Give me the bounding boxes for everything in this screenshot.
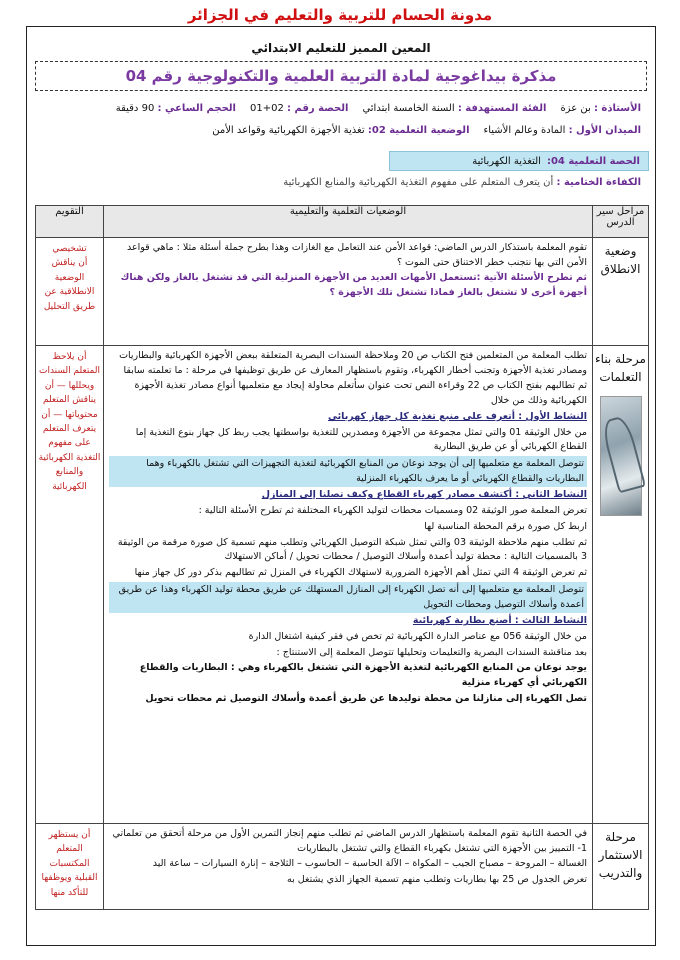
build-p9: بعد مناقشة السندات البصرية والتعليمات وتحليلها تتوصل المعلمة إلى الاستنتاج : xyxy=(276,646,587,658)
table-header-row xyxy=(36,206,649,238)
duration-value: 90 دقيقة xyxy=(115,103,155,114)
memo-title: مذكرة بيداغوجية لمادة التربية العلمية والتكنولوجية رقم 04 xyxy=(125,67,557,85)
eval-build: أن يلاحظ المتعلم السندات ويحللها — أن يناقش المتعلم محتوياتها — أن يتعرف المتعلم على مفهوم التغذية الكهربائية والمنابع الكهربائية xyxy=(36,346,104,824)
content-launch xyxy=(104,238,593,346)
field-label: الميدان الأول : xyxy=(568,125,641,136)
header-content: الوضعيات التعلمية والتعليمية xyxy=(104,206,593,238)
session-label: الحصة رقم : xyxy=(287,103,349,114)
launch-line-1: تقوم المعلمة باستذكار الدرس الماضي: قواعد الأمن عند التعامل مع الغازات وهذا بطرح جملة أسئلة مثلا : ماهي قواعد الأمن التي بها نتجنب خطر الاختناق حتى الموت ؟ xyxy=(126,242,587,268)
info-line-1 xyxy=(41,103,641,114)
situation-label: الوضعية التعلمية 02: xyxy=(367,125,470,136)
session-bar-label: الحصة التعلمية 04: xyxy=(546,155,640,167)
build-p5: اربط كل صورة برقم المحطة المناسبة لها xyxy=(424,520,587,532)
field-value: المادة وعالم الأشياء xyxy=(483,125,566,136)
class-value: السنة الخامسة ابتدائي xyxy=(362,103,455,114)
header-eval: التقويم xyxy=(36,206,104,238)
class-label: الفئة المستهدفة : xyxy=(457,103,547,114)
table-row-build xyxy=(36,346,649,824)
blog-title: مدونة الحسام للتربية والتعليم في الجزائر xyxy=(187,6,493,24)
build-p4: تعرض المعلمة صور الوثيقة 02 ومسميات محطات لتوليد الكهرباء المختلفة ثم تطرح الأسئلة التالية : xyxy=(198,505,587,517)
memo-title-box xyxy=(35,61,647,91)
activity-1-title: النشاط الأول : أتعرف على منبع تغذية كل جهاز كهربائي xyxy=(327,410,587,422)
final-competence xyxy=(41,177,641,188)
memo-frame xyxy=(26,26,656,946)
activity-2-title: النشاط الثاني : أكتشف مصادر كهرباء القطاع وكيف تصلنا إلى المنازل xyxy=(261,489,587,501)
build-p8: من خلال الوثيقة 056 مع عناصر الدارة الكهربائية ثم تخص في فقر كيفية اشتغال الدارة xyxy=(248,630,587,642)
eval-launch-text: أن يناقش الوضعية الانطلاقية عن طريق التحليل xyxy=(43,258,96,312)
conclusion-1: يوجد نوعان من المنابع الكهربائية لتغذية الأجهزة التي تشتغل بالكهرباء وهي : البطاريات والقطاع الكهربائي أي كهرباء منزلية xyxy=(139,662,587,689)
build-p3: من خلال الوثيقة 01 والتي تمثل مجموعة من الأجهزة ومصدرين للتغذية بواسطتها يجب ربط كل جهاز بنوع التغذية إما القطاع الكهربائي أو عن طريق البطارية xyxy=(135,426,587,453)
launch-line-2: ثم تطرح الأسئلة الآتية :تستعمل الأمهات العديد من الأجهزة المنزلية التي قد تشتغل بالغاز ولكن هناك أجهزة أخرى لا تشتغل بالغاز فماذا تشتغل تلك الأجهزة ؟ xyxy=(120,272,587,299)
session-bar-value: التغذية الكهربائية xyxy=(472,155,541,167)
lesson-illustration xyxy=(600,396,642,516)
content-practice xyxy=(104,824,593,910)
header-stage: مراحل سير الدرس xyxy=(593,206,649,238)
stage-practice: مرحلة الاستثمار والتدريب xyxy=(593,824,649,910)
eval-launch xyxy=(36,238,104,346)
practice-line-2: الغسالة – المروحة – مصباح الجيب – المكواة – الآلة الحاسبة – الحاسوب – الثلاجة – إنارة السيارات – ساعة اليد xyxy=(152,858,587,870)
practice-line-3: تعرض الجدول ص 25 بها بطاريات وتطلب منهم تسمية الجهاز الذي يشتغل به xyxy=(287,874,587,886)
build-p7: ثم تعرض الوثيقة 4 التي تمثل أهم الأجهزة الضرورية لاستهلاك الكهرباء في المنزل ثم تطالبهم بذكر دور كل جهاز منها xyxy=(134,567,587,579)
stage-build-label: مرحلة بناء التعلمات xyxy=(595,352,646,384)
build-p2: ثم تطالبهم بفتح الكتاب ص 22 وقراءة النص تحت عنوان سأتعلم محاولة إيجاد مع متعلميها أنواع مصادر تغذية الأجهزة الكهربائية وذلك من خلال xyxy=(134,380,587,407)
school-heading: المعين المميز للتعليم الابتدائي xyxy=(251,41,431,55)
teacher-label: الأستاذة : xyxy=(593,103,641,114)
build-p1: تطلب المعلمة من المتعلمين فتح الكتاب ص 20 وملاحظة السندات البصرية المتعلقة ببعض الأجهزة الكهربائية والبطاريات ومصادر تغذية الأجهزة وتجنب أخطار الكهرباء، وتقوم باستظهار المعارف عن طريق توظيفها في مرحلة : ما تعلمته سابقا xyxy=(119,350,587,376)
build-highlight-1: تتوصل المعلمة مع متعلميها إلى أن يوجد نوعان من المنابع الكهربائية لتغذية التجهيزات التي تشتغل بالكهرباء وهما البطاريات والقطاع الكهربائي أو ما يعرف بالكهرباء المنزلية xyxy=(109,456,587,487)
teacher-value: بن عزة xyxy=(560,103,591,114)
content-build xyxy=(104,346,593,824)
duration-label: الحجم الساعي : xyxy=(157,103,236,114)
competence-label: الكفاءة الختامية : xyxy=(556,177,641,188)
activity-3-title: النشاط الثالث : أصنع بطارية كهربائية xyxy=(412,615,587,627)
session-bar xyxy=(389,151,649,171)
stage-launch: وضعية الانطلاق xyxy=(593,238,649,346)
build-p6: ثم تطلب منهم ملاحظة الوثيقة 03 والتي تمثل شبكة التوصيل الكهربائي وتطلب منهم تسمية كل صورة مرقمة من الوثيقة 3 بالمسميات التالية : محطة توليد أعمدة وأسلاك التوصيل / محطات تحويل / أماكن الاستهلاك xyxy=(117,536,587,563)
eval-practice: أن يستظهر المتعلم المكتسبات القبلية ويوظفها للتأكد منها xyxy=(36,824,104,910)
situation-value: تغذية الأجهزة الكهربائية وقواعد الأمن xyxy=(212,125,365,136)
info-line-2 xyxy=(41,125,641,136)
stage-build xyxy=(593,346,649,824)
lesson-table xyxy=(35,205,649,910)
competence-value: أن يتعرف المتعلم على مفهوم التغذية الكهربائية والمنابع الكهربائية xyxy=(283,177,554,188)
conclusion-2: تصل الكهرباء إلى منازلنا من محطة توليدها عن طريق أعمدة وأسلاك التوصيل ثم محطات تحويل xyxy=(145,692,587,704)
eval-launch-title: تشخيصي xyxy=(52,244,87,254)
table-row-launch xyxy=(36,238,649,346)
table-row-practice xyxy=(36,824,649,910)
build-highlight-2: تتوصل المعلمة مع متعلميها إلى أنه تصل الكهرباء إلى المنازل المستهلك عن طريق محطة توليد الكهرباء وهذا عن طريق أعمدة وأسلاك التوصيل ومحطات التحويل xyxy=(109,582,587,613)
practice-line-1: في الحصة الثانية تقوم المعلمة باستظهار الدرس الماضي ثم تطلب منهم إنجاز التمرين الأول من مرحلة أتحقق من تعلماتي 1- التمييز بين الأجهزة التي تشتغل بكهرباء القطاع والتي تشتغل بالبطاريات xyxy=(112,828,587,854)
session-value: 02+01 xyxy=(249,103,284,114)
